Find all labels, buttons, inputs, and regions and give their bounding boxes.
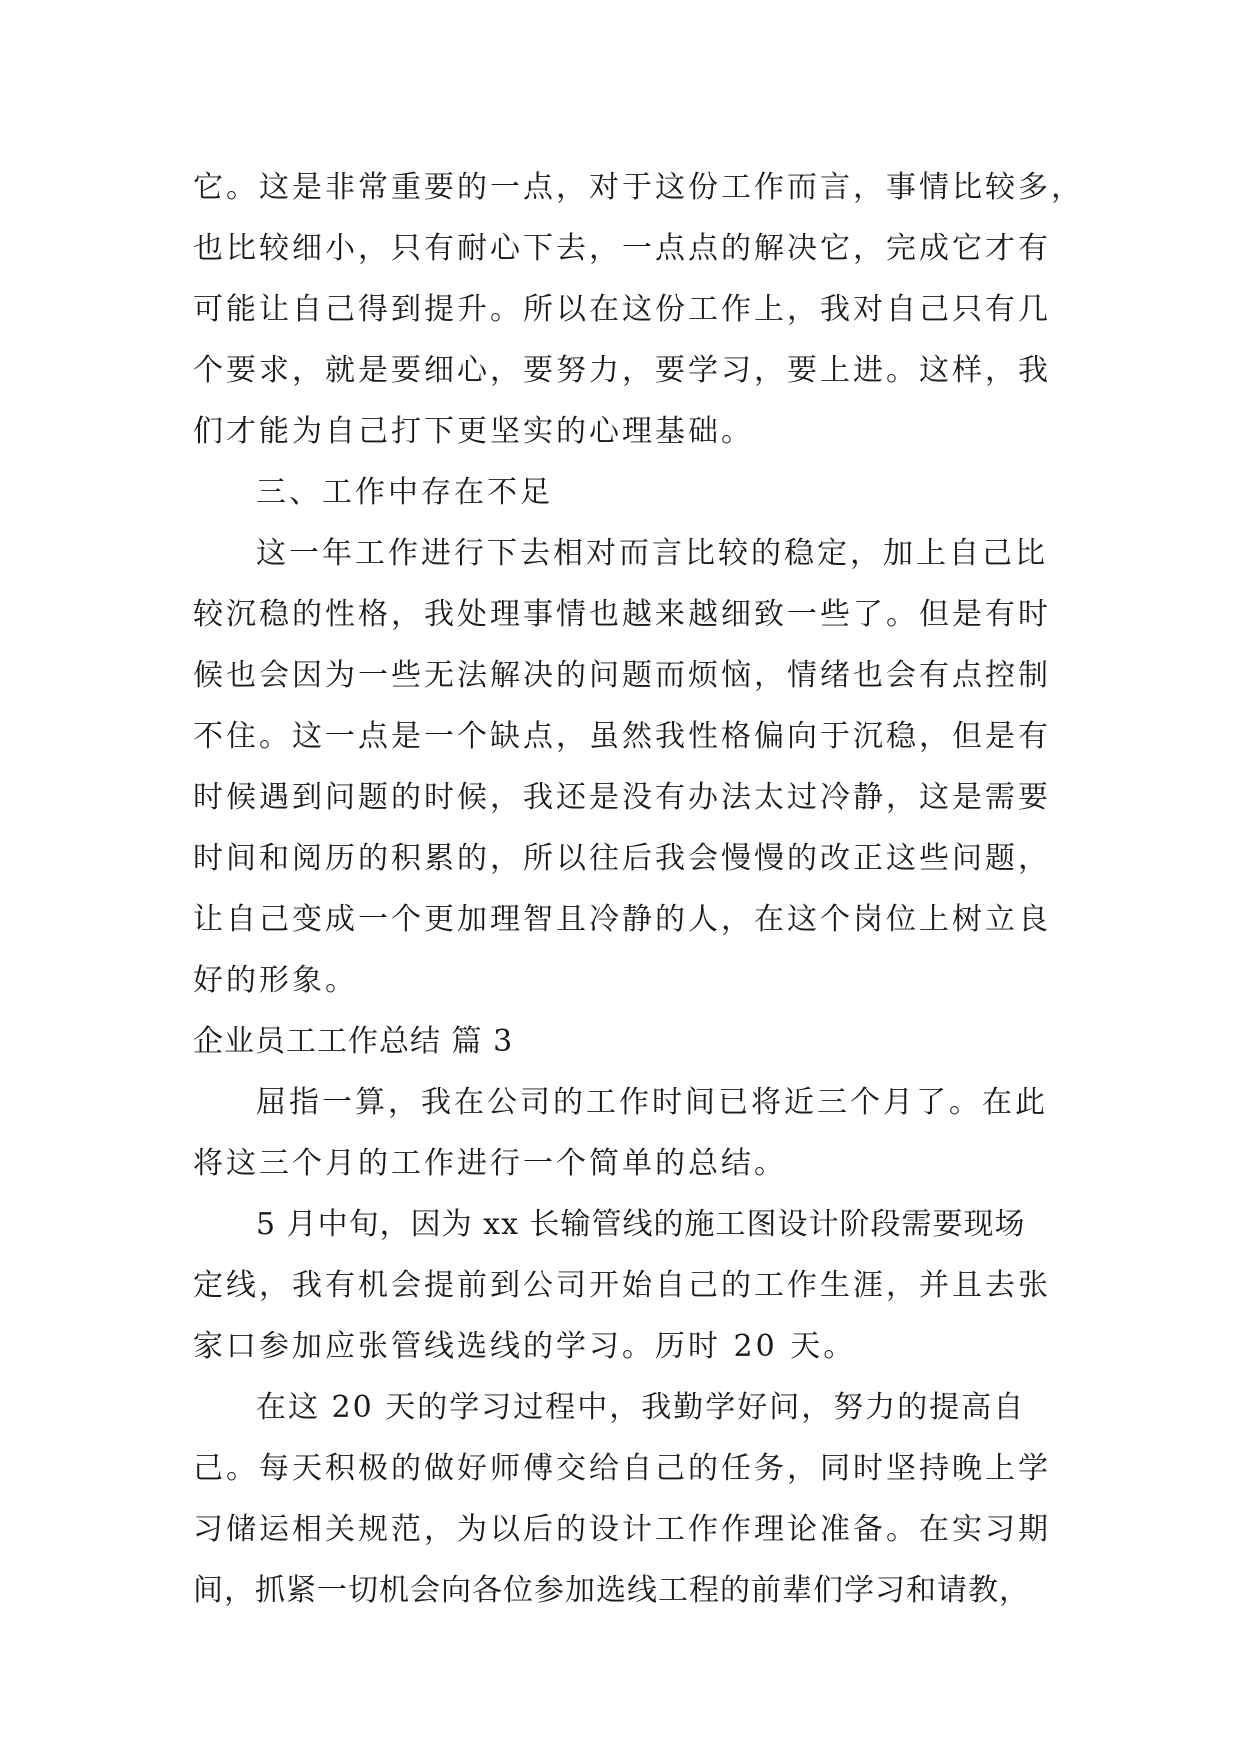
section-heading: 三、工作中存在不足 xyxy=(256,475,553,510)
paragraph-line: 让自己变成一个更加理智且冷静的人，在这个岗位上树立良 xyxy=(193,902,1051,937)
paragraph-line: 个要求，就是要细心，要努力，要学习，要上进。这样，我 xyxy=(193,353,1051,388)
paragraph-line: 5 月中旬，因为 xx 长输管线的施工图设计阶段需要现场 xyxy=(256,1207,1026,1242)
paragraph-line: 这一年工作进行下去相对而言比较的稳定，加上自己比 xyxy=(256,536,1048,571)
paragraph-line: 在这 20 天的学习过程中，我勤学好问，努力的提高自 xyxy=(256,1390,1026,1425)
paragraph-line: 较沉稳的性格，我处理事情也越来越细致一些了。但是有时 xyxy=(193,597,1051,632)
paragraph-line: 可能让自己得到提升。所以在这份工作上，我对自己只有几 xyxy=(193,292,1051,327)
paragraph-line: 己。每天积极的做好师傅交给自己的任务，同时坚持晚上学 xyxy=(193,1451,1051,1486)
paragraph-line: 候也会因为一些无法解决的问题而烦恼，情绪也会有点控制 xyxy=(193,658,1051,693)
article-title: 企业员工工作总结 篇 3 xyxy=(193,1024,514,1059)
paragraph-line: 好的形象。 xyxy=(193,963,358,998)
paragraph-line: 习储运相关规范，为以后的设计工作作理论准备。在实习期 xyxy=(193,1512,1051,1547)
paragraph-line: 将这三个月的工作进行一个简单的总结。 xyxy=(193,1146,787,1181)
paragraph-line: 家口参加应张管线选线的学习。历时 20 天。 xyxy=(193,1329,857,1364)
paragraph-line: 们才能为自己打下更坚实的心理基础。 xyxy=(193,414,754,449)
paragraph-line: 屈指一算，我在公司的工作时间已将近三个月了。在此 xyxy=(256,1085,1048,1120)
paragraph-line: 间，抓紧一切机会向各位参加选线工程的前辈们学习和请教， xyxy=(193,1573,1030,1608)
paragraph-line: 它。这是非常重要的一点，对于这份工作而言，事情比较多， xyxy=(193,170,1084,205)
paragraph-line: 不住。这一点是一个缺点，虽然我性格偏向于沉稳，但是有 xyxy=(193,719,1051,754)
paragraph-line: 时间和阅历的积累的，所以往后我会慢慢的改正这些问题， xyxy=(193,841,1051,876)
paragraph-line: 定线，我有机会提前到公司开始自己的工作生涯，并且去张 xyxy=(193,1268,1051,1303)
paragraph-line: 时候遇到问题的时候，我还是没有办法太过冷静，这是需要 xyxy=(193,780,1051,815)
paragraph-line: 也比较细小，只有耐心下去，一点点的解决它，完成它才有 xyxy=(193,231,1051,266)
